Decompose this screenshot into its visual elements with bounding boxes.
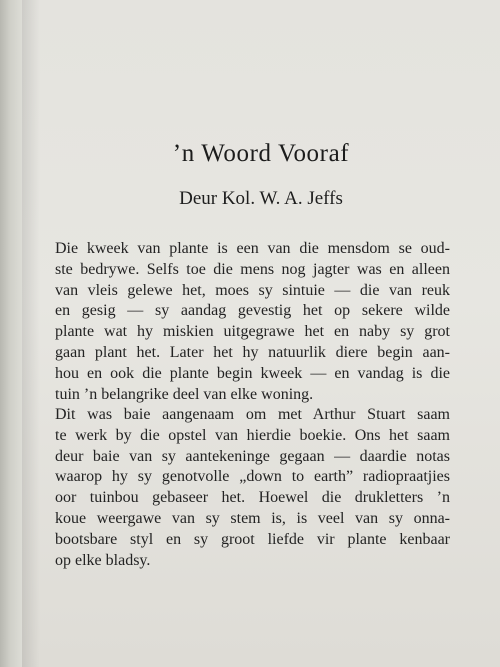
- text-line: waarop hy sy genotvolle „down to earth” radiopraatjies: [55, 468, 450, 486]
- text-line: gaan plant het. Later het hy natuurlik diere begin aan-: [55, 343, 450, 361]
- text-line: Die kweek van plante is een van die mensdom se oud-: [55, 240, 450, 257]
- author-byline: Deur Kol. W. A. Jeffs: [179, 188, 343, 209]
- book-spine: [0, 0, 22, 667]
- text-line: oor tuinbou gebaseer het. Hoewel die drukletters ’n: [55, 489, 450, 507]
- text-line: van vleis gelewe het, moes sy sintuie — die van reuk: [55, 281, 450, 299]
- text-line: bootsbare styl en sy groot liefde vir plante kenbaar: [55, 530, 450, 548]
- text-line: plante wat hy miskien uitgegrawe het en naby sy grot: [55, 323, 450, 341]
- text-line: op elke bladsy.: [55, 551, 151, 569]
- text-line: en gesig — sy aandag gevestig het op sekere wilde: [55, 302, 450, 320]
- paragraph-1: [55, 239, 450, 405]
- text-line: koue weergawe van sy stem is, is veel van sy onna-: [55, 509, 450, 527]
- text-line: te werk by die opstel van hierdie boekie. Ons het saam: [55, 426, 450, 444]
- text-line: deur baie van sy aantekeninge gegaan — daardie notas: [55, 447, 450, 465]
- paragraph-2: [55, 405, 450, 571]
- text-line: hou en ook die plante begin kweek — en vandag is die: [55, 364, 450, 382]
- text-line: Dit was baie aangenaam om met Arthur Stuart saam: [55, 406, 450, 423]
- book-page: [22, 0, 500, 667]
- page-title: ’n Woord Vooraf: [172, 140, 350, 167]
- text-line: ste bedrywe. Selfs toe die mens nog jagter was en alleen: [55, 260, 450, 278]
- page-gutter-shadow: [22, 0, 40, 667]
- text-line: tuin ’n belangrike deel van elke woning.: [55, 385, 314, 403]
